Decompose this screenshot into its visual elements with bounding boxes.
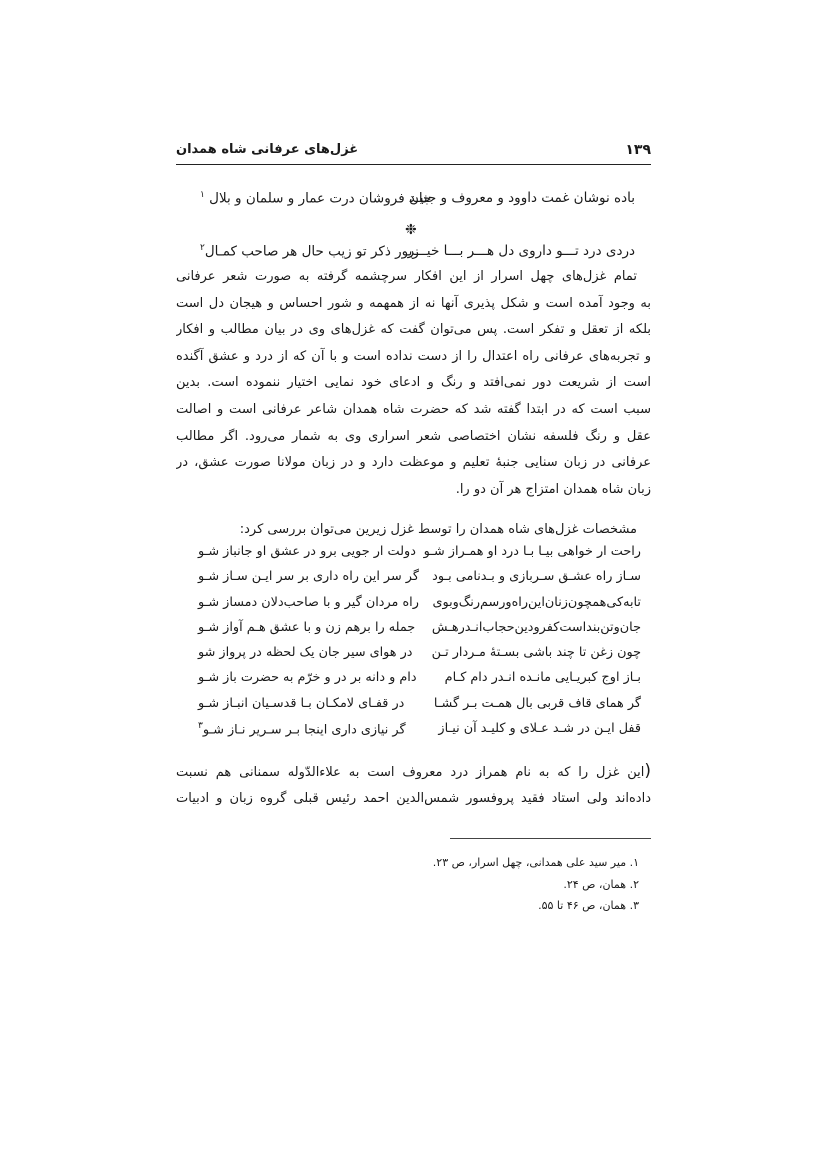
poem-hemistich-left: جمله را برهم زن و با عشق هـم آواز شـو — [198, 619, 416, 635]
poem-hemistich-left: گر سر این راه داری بر سر ایـن سـاز شـو — [198, 569, 419, 585]
poem-hemistich-right: تابه‌کی‌همچون‌زنان‌این‌راه‌ورسم‌رنگ‌وبوی — [432, 594, 641, 610]
verse-hemistich-1: باده نوشان غمت داوود و معروف و جنیـد — [408, 190, 635, 206]
poem-hemistich-left: در هوای سیر جان یک لحظه در پرواز شو — [198, 645, 413, 661]
paragraph-line: بلکه از تعقل و تفکر است. پس می‌توان گفت که غزل‌های وی در بیان مطالب و افکار — [176, 322, 651, 338]
paragraph-line: به وجود آمده است و شکل پذیری آنها نه از همهمه و شور احساس و هیجان دل است — [176, 295, 651, 311]
poem-couplet — [176, 567, 651, 592]
verse-hemistich-2: جان فروشان درت عمار و سلمان و بلال $^۱$ — [200, 190, 432, 207]
footnote-marker-3[interactable]: ۳ — [198, 721, 203, 732]
paragraph-line: (این غزل را که به نام همراز درد معروف است به علاءالدّوله سمنانی هم نسبت — [176, 761, 651, 781]
ghazal-poem — [176, 542, 651, 744]
poem-couplet — [176, 643, 651, 668]
paragraph-line: عقل و رنگ فلسفه نشان اختصاصی شعر اسراری وی به شمار می‌رود. اگر مطالب — [176, 428, 651, 444]
verse-couplet-1 — [176, 190, 651, 214]
poem-couplet — [176, 618, 651, 643]
poem-intro — [176, 517, 651, 544]
poem-hemistich-right: گر همای قاف قربی بال همـت بـر گشـا — [433, 695, 641, 711]
poem-hemistich-left: دولت ار جویی برو در عشق او جانباز شـو — [198, 544, 416, 559]
poem-hemistich-left: دام و دانه بر در و خرّم به حضرت باز شـو — [198, 670, 417, 686]
verse-hemistich-1: دردی درد تـــو داروی دل هـــر بـــا خیـــر — [407, 243, 635, 259]
page-number: ۱۳۹ — [625, 142, 651, 158]
paragraph-line: و تجربه‌های عرفانی راه اعتدال را از دست نداده است و با آن که از درد و عشق آگنده — [176, 348, 651, 364]
running-title: غزل‌های عرفانی شاه همدان — [176, 142, 359, 157]
page-header — [176, 140, 651, 165]
poem-hemistich-right: بـاز اوج کبریـایی مانـده انـدر دام کـام — [444, 670, 641, 686]
footnote-item: ۳. همان، ص ۴۶ تا ۵۵. — [538, 899, 639, 912]
footnote-marker-1[interactable]: ۱ — [200, 190, 205, 200]
footnote-item: ۱. میر سید علی همدانی، چهل اسرار، ص ۲۳. — [432, 856, 639, 869]
poem-hemistich-left: در قفـای لامکـان بـا قدسـیان انبـاز شـو — [198, 695, 405, 711]
paragraph-line: داده‌اند ولی استاد فقید پروفسور شمس‌الدین احمد رئیس قبلی گروه زبان و ادبیات — [176, 791, 651, 806]
poem-couplet — [176, 719, 651, 744]
section-separator-icon: ❉ — [405, 222, 417, 238]
poem-couplet — [176, 668, 651, 693]
poem-couplet — [176, 542, 651, 567]
closing-paragraph — [176, 758, 651, 812]
poem-hemistich-left: گر نیازی داری اینجا بـر سـریر نـاز شـو$^۳$ — [198, 721, 406, 738]
paragraph-line: سبب است که در ابتدا گفته شد که حضرت شاه همدان شاعر عرفانی است و اصالت — [176, 401, 651, 417]
body-paragraph — [176, 264, 651, 503]
paragraph-line: زبان شاه همدان امتزاج هر آن دو را. — [455, 481, 651, 497]
footnote-marker-2[interactable]: ۲ — [200, 243, 205, 253]
paragraph-line: عرفانی در زبان سنایی جنبهٔ تعلیم و موعظت دارد و در زبان مولانا صورت عشق، در — [176, 455, 651, 471]
paragraph-line: است از شریعت دور نمی‌افتد و رنگ و ادعای خود نمایی اختیار ننموده است. بدین — [176, 375, 651, 391]
poem-hemistich-right: سـاز راه عشـق سـربازی و بـدنامی بـود — [432, 569, 641, 585]
footnote-divider — [450, 838, 651, 839]
poem-hemistich-left: راه مردان گیر و با صاحب‌دلان دمساز شـو — [198, 594, 419, 610]
poem-hemistich-right: قفل ایـن در شـد عـلای و کلیـد آن نیـاز — [438, 721, 641, 737]
poem-hemistich-right: راحت ار خواهی بیـا بـا درد او همـراز شـو — [423, 544, 641, 559]
poem-hemistich-right: جان‌وتن‌بنداست‌کفرودین‌حجاب‌انـدرهـش — [431, 619, 641, 635]
verse-hemistich-2: زیور ذکر تو زیب حال هر صاحب کمـال$^۲$ — [200, 243, 419, 260]
poem-couplet — [176, 593, 651, 618]
poem-couplet — [176, 694, 651, 719]
open-parenthesis: ( — [644, 761, 651, 781]
footnotes — [176, 852, 639, 917]
poem-hemistich-right: چون زغن تا چند باشی بسـتهٔ مـردار تـن — [431, 645, 641, 661]
intro-line: مشخصات غزل‌های شاه همدان را توسط غزل زیرین می‌توان بررسی کرد: — [239, 522, 637, 537]
footnote-item: ۲. همان، ص ۲۴. — [563, 877, 639, 891]
paragraph-line: تمام غزل‌های چهل اسرار از این افکار سرچشمه گرفته به صورت شعر عرفانی — [176, 269, 637, 284]
